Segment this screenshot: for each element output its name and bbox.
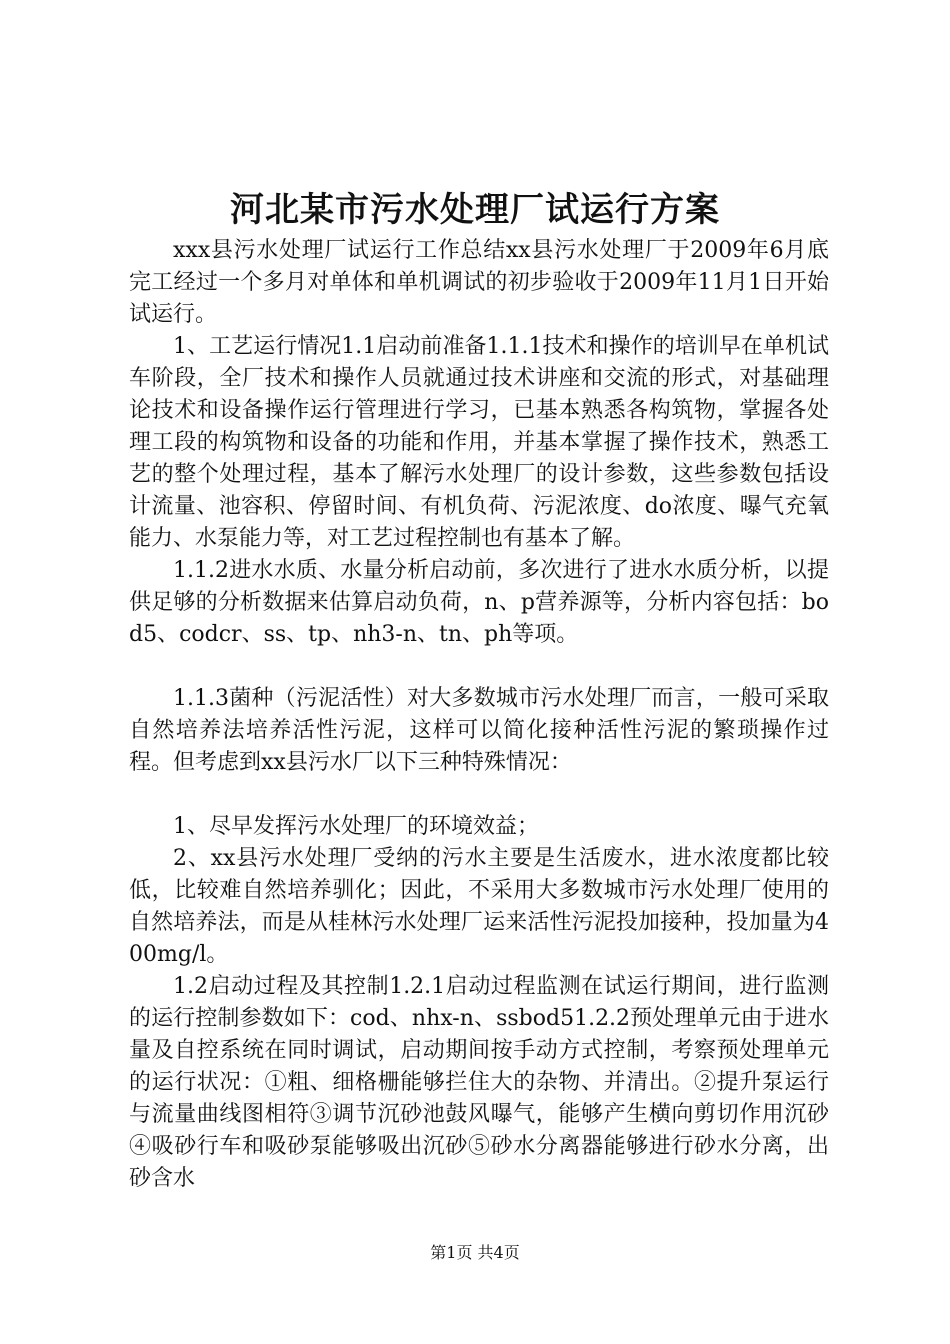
paragraph-item-1: 1、尽早发挥污水处理厂的环境效益； [173, 814, 539, 839]
page-footer: 第1页 共4页 [430, 1243, 520, 1262]
paragraph-intro: xxx县污水处理厂试运行工作总结xx县污水处理厂于2009年6月底完工经过一个多月对单体和单机调试的初步验收于2009年11月1日开始试运行。 [129, 238, 829, 327]
document-body [129, 235, 829, 1195]
paragraph-item-2: 2、xx县污水处理厂受纳的污水主要是生活废水，进水浓度都比较低，比较难自然培养驯化；因此，不采用大多数城市污水处理厂使用的自然培养法，而是从桂林污水处理厂运来活性污泥投加接种，投加量为400mg/l。 [129, 846, 829, 967]
paragraph-process-prep: 1、工艺运行情况1.1启动前准备1.1.1技术和操作的培训早在单机试车阶段，全厂技术和操作人员就通过技术讲座和交流的形式，对基础理论技术和设备操作运行管理进行学习，已基本熟悉各构筑物，掌握各处理工段的构筑物和设备的功能和作用，并基本掌握了操作技术，熟悉工艺的整个处理过程，基本了解污水处理厂的设计参数，这些参数包括设计流量、池容积、停留时间、有机负荷、污泥浓度、do浓度、曝气充氧能力、水泵能力等，对工艺过程控制也有基本了解。 [129, 334, 829, 551]
paragraph-water-quality: 1.1.2进水水质、水量分析启动前，多次进行了进水水质分析，以提供足够的分析数据来估算启动负荷，n、p营养源等，分析内容包括：bod5、codcr、ss、tp、nh3-n、tn、ph等项。 [129, 558, 829, 647]
paragraph-startup-control: 1.2启动过程及其控制1.2.1启动过程监测在试运行期间，进行监测的运行控制参数如下：cod、nhx-n、ssbod51.2.2预处理单元由于进水量及自控系统在同时调试，启动期间按手动方式控制，考察预处理单元的运行状况：①粗、细格栅能够拦住大的杂物、并清出。②提升泵运行与流量曲线图相符③调节沉砂池鼓风曝气，能够产生横向剪切作用沉砂④吸砂行车和吸砂泵能够吸出沉砂⑤砂水分离器能够进行砂水分离，出砂含水 [129, 974, 829, 1191]
document-title: 河北某市污水处理厂试运行方案 [230, 190, 720, 230]
paragraph-sludge-seed: 1.1.3菌种（污泥活性）对大多数城市污水处理厂而言，一般可采取自然培养法培养活性污泥，这样可以简化接种活性污泥的繁琐操作过程。但考虑到xx县污水厂以下三种特殊情况： [129, 686, 829, 775]
